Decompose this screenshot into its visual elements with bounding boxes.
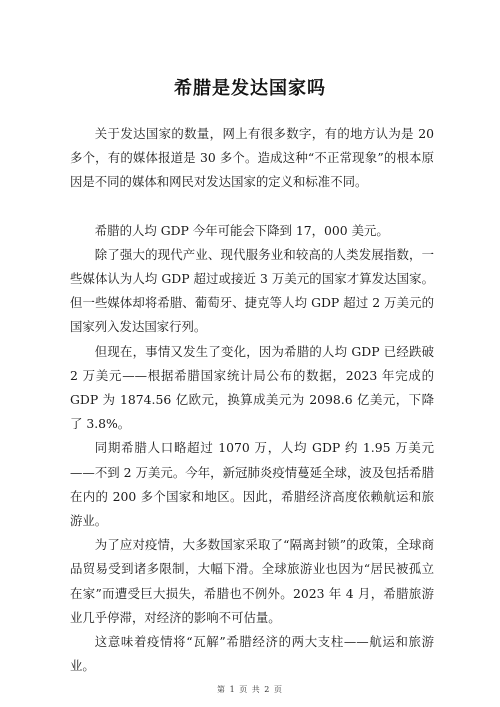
paragraph-5: 同期希腊人口略超过 1070 万，人均 GDP 约 1.95 万美元——不到 2 万美元。今年，新冠肺炎疫情蔓延全球，波及包括希腊在内的 200 多个国家和地区。因此，希腊经济高度依赖航运和旅游业。 (70, 440, 434, 529)
paragraph-2: 希腊的人均 GDP 今年可能会下降到 17，000 美元。 (94, 222, 389, 238)
paragraph-4: 但现在，事情又发生了变化，因为希腊的人均 GDP 已经跌破 2 万美元——根据希腊国家统计局公布的数据，2023 年完成的 GDP 为 1874.56 亿欧元，换算成美元为 2098.6 亿美元，下降了 3.8%。 (70, 343, 434, 432)
paragraph-1: 关于发达国家的数量，网上有很多数字，有的地方认为是 20 多个，有的媒体报道是 30 多个。造成这种“不正常现象”的根本原因是不同的媒体和网民对发达国家的定义和标准不同。 (70, 126, 434, 190)
page-number-footer: 第 1 页 共 2 页 (217, 685, 283, 694)
page-title: 希腊是发达国家吗 (174, 78, 326, 99)
paragraph-7: 这意味着疫情将“瓦解”希腊经济的两大支柱——航运和旅游业。 (70, 634, 434, 674)
document-body (70, 122, 434, 678)
paragraph-3: 除了强大的现代产业、现代服务业和较高的人类发展指数，一些媒体认为人均 GDP 超过或接近 3 万美元的国家才算发达国家。但一些媒体却将希腊、葡萄牙、捷克等人均 GDP 超过 2 万美元的国家列入发达国家行列。 (70, 246, 434, 335)
paragraph-6: 为了应对疫情，大多数国家采取了“隔离封锁”的政策，全球商品贸易受到诸多限制，大幅下滑。全球旅游业也因为“居民被孤立在家”而遭受巨大损失，希腊也不例外。2023 年 4 月，希腊旅游业几乎停滞，对经济的影响不可估量。 (70, 537, 434, 625)
